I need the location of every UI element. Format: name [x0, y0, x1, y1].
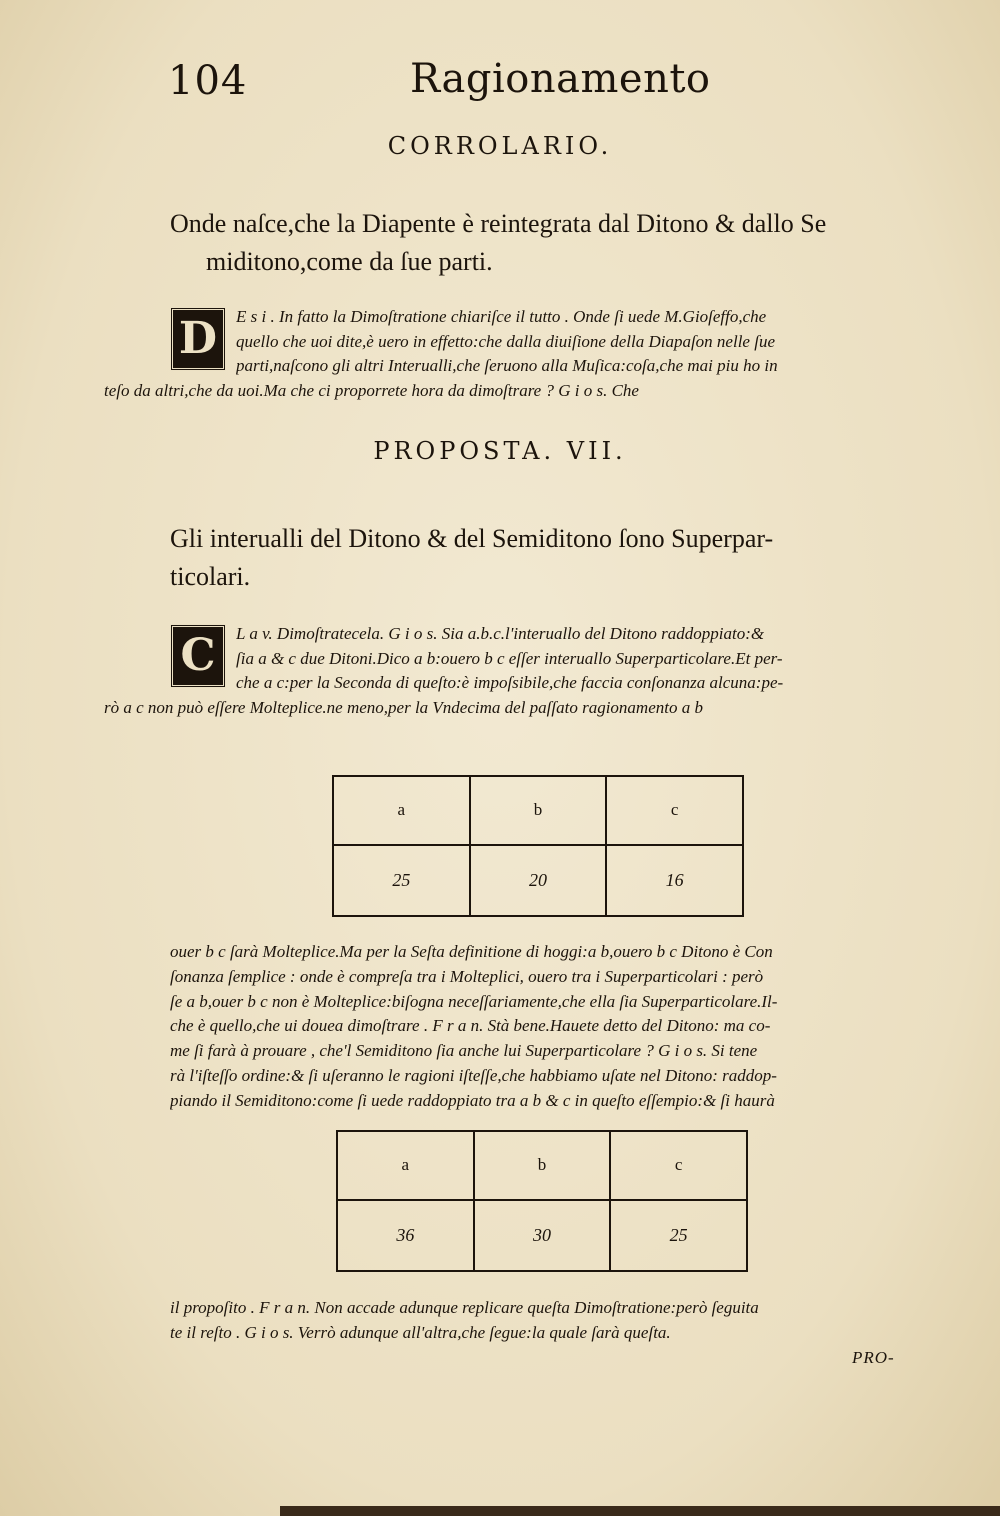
table-cell-letter: a	[337, 1131, 474, 1200]
text-line: me ſi farà à prouare , che'l Semiditono ſia anche lui Superparticolare ? G i o s. Si tene	[170, 1041, 758, 1061]
table-cell-number: 36	[337, 1200, 474, 1271]
table-cell-letter: a	[333, 776, 470, 845]
statement-line: Gli interualli del Ditono & del Semiditono ſono Superpar-	[170, 524, 774, 553]
corollary-dialogue	[104, 305, 900, 403]
statement-line: Onde naſce,che la Diapente è reintegrata dal Ditono & dallo Se	[170, 209, 827, 238]
page-number: 104	[168, 58, 248, 104]
text-line: parti,naſcono gli altri Interualli,che ſeruono alla Muſica:coſa,che mai piu ho in	[236, 356, 778, 375]
text-line: ouer b c ſarà Molteplice.Ma per la Seſta definitione di hoggi:a b,ouero b c Ditono è Con	[170, 942, 773, 961]
table-cell-number: 25	[333, 845, 470, 916]
proposition-dialogue-end	[170, 1296, 900, 1345]
proposition-heading: PROPOSTA. VII.	[373, 437, 627, 465]
corollary-statement	[170, 205, 900, 281]
text-line: che è quello,che ui douea dimoſtrare . F r a n. Stà bene.Hauete detto del Ditono: ma co-	[170, 1016, 771, 1036]
table-cell-number: 16	[606, 845, 743, 916]
dropcap-initial: C	[170, 624, 226, 688]
text-line: rà l'iſteſſo ordine:& ſi uſeranno le ragioni iſteſſe,che habbiamo uſate nel Ditono: raddop-	[170, 1065, 777, 1085]
text-line: ſia a & c due Ditoni.Dico a b:ouero b c eſſer interuallo Superparticolare.Et per-	[236, 648, 783, 668]
text-line: che a c:per la Seconda di queſto:è impoſsibile,che faccia conſonanza alcuna:pe-	[236, 673, 784, 692]
text-line: quello che uoi dite,è uero in effetto:che dalla diuiſione della Diapaſon nelle ſue	[236, 331, 775, 351]
text-line: il propoſito . F r a n. Non accade adunque replicare queſta Dimoſtratione:però ſeguita	[170, 1298, 759, 1317]
table-cell-number: 20	[470, 845, 607, 916]
table-cell-number: 30	[474, 1200, 611, 1271]
proposition-statement	[170, 520, 900, 596]
statement-line: ticolari.	[170, 562, 251, 591]
text-line: L a v. Dimoſtratecela. G i o s. Sia a.b.c.l'interuallo del Ditono raddoppiato:&	[236, 624, 765, 643]
catchword: PRO-	[852, 1348, 895, 1367]
statement-line: miditono,come da ſue parti.	[206, 247, 493, 276]
text-line: piando il Semiditono:come ſi uede raddoppiato tra a b & c in queſto eſſempio:& ſi haurà	[170, 1090, 775, 1110]
text-line: rò a c non può eſſere Molteplice.ne meno,per la Vndecima del paſſato ragionamento a b	[104, 697, 703, 717]
interval-table-semiditono	[336, 1130, 748, 1272]
proposition-dialogue	[104, 622, 900, 720]
table-cell-letter: c	[610, 1131, 747, 1200]
dropcap-initial: D	[170, 307, 226, 371]
text-line: ſe a b,ouer b c non è Molteplice:biſogna neceſſariamente,che ella ſia Superparticolare.Il-	[170, 991, 778, 1011]
proposition-dialogue-continued	[170, 940, 900, 1114]
text-line: teſo da altri,che da uoi.Ma che ci proporrete hora da dimoſtrare ? G i o s. Che	[104, 380, 639, 400]
running-title: Ragionamento	[410, 56, 711, 102]
page-edge-shadow	[280, 1506, 1000, 1516]
text-line: E s i . In fatto la Dimoſtratione chiariſce il tutto . Onde ſi uede M.Gioſeffo,che	[236, 307, 767, 326]
table-cell-letter: b	[470, 776, 607, 845]
interval-table-ditono	[332, 775, 744, 917]
text-line: te il reſto . G i o s. Verrò adunque all'altra,che ſegue:la quale ſarà queſta.	[170, 1322, 671, 1342]
table-cell-letter: b	[474, 1131, 611, 1200]
corollary-heading: CORROLARIO.	[387, 132, 613, 160]
text-line: ſonanza ſemplice : onde è compreſa tra i Molteplici, ouero tra i Superparticolari : però	[170, 966, 764, 986]
table-cell-number: 25	[610, 1200, 747, 1271]
table-cell-letter: c	[606, 776, 743, 845]
